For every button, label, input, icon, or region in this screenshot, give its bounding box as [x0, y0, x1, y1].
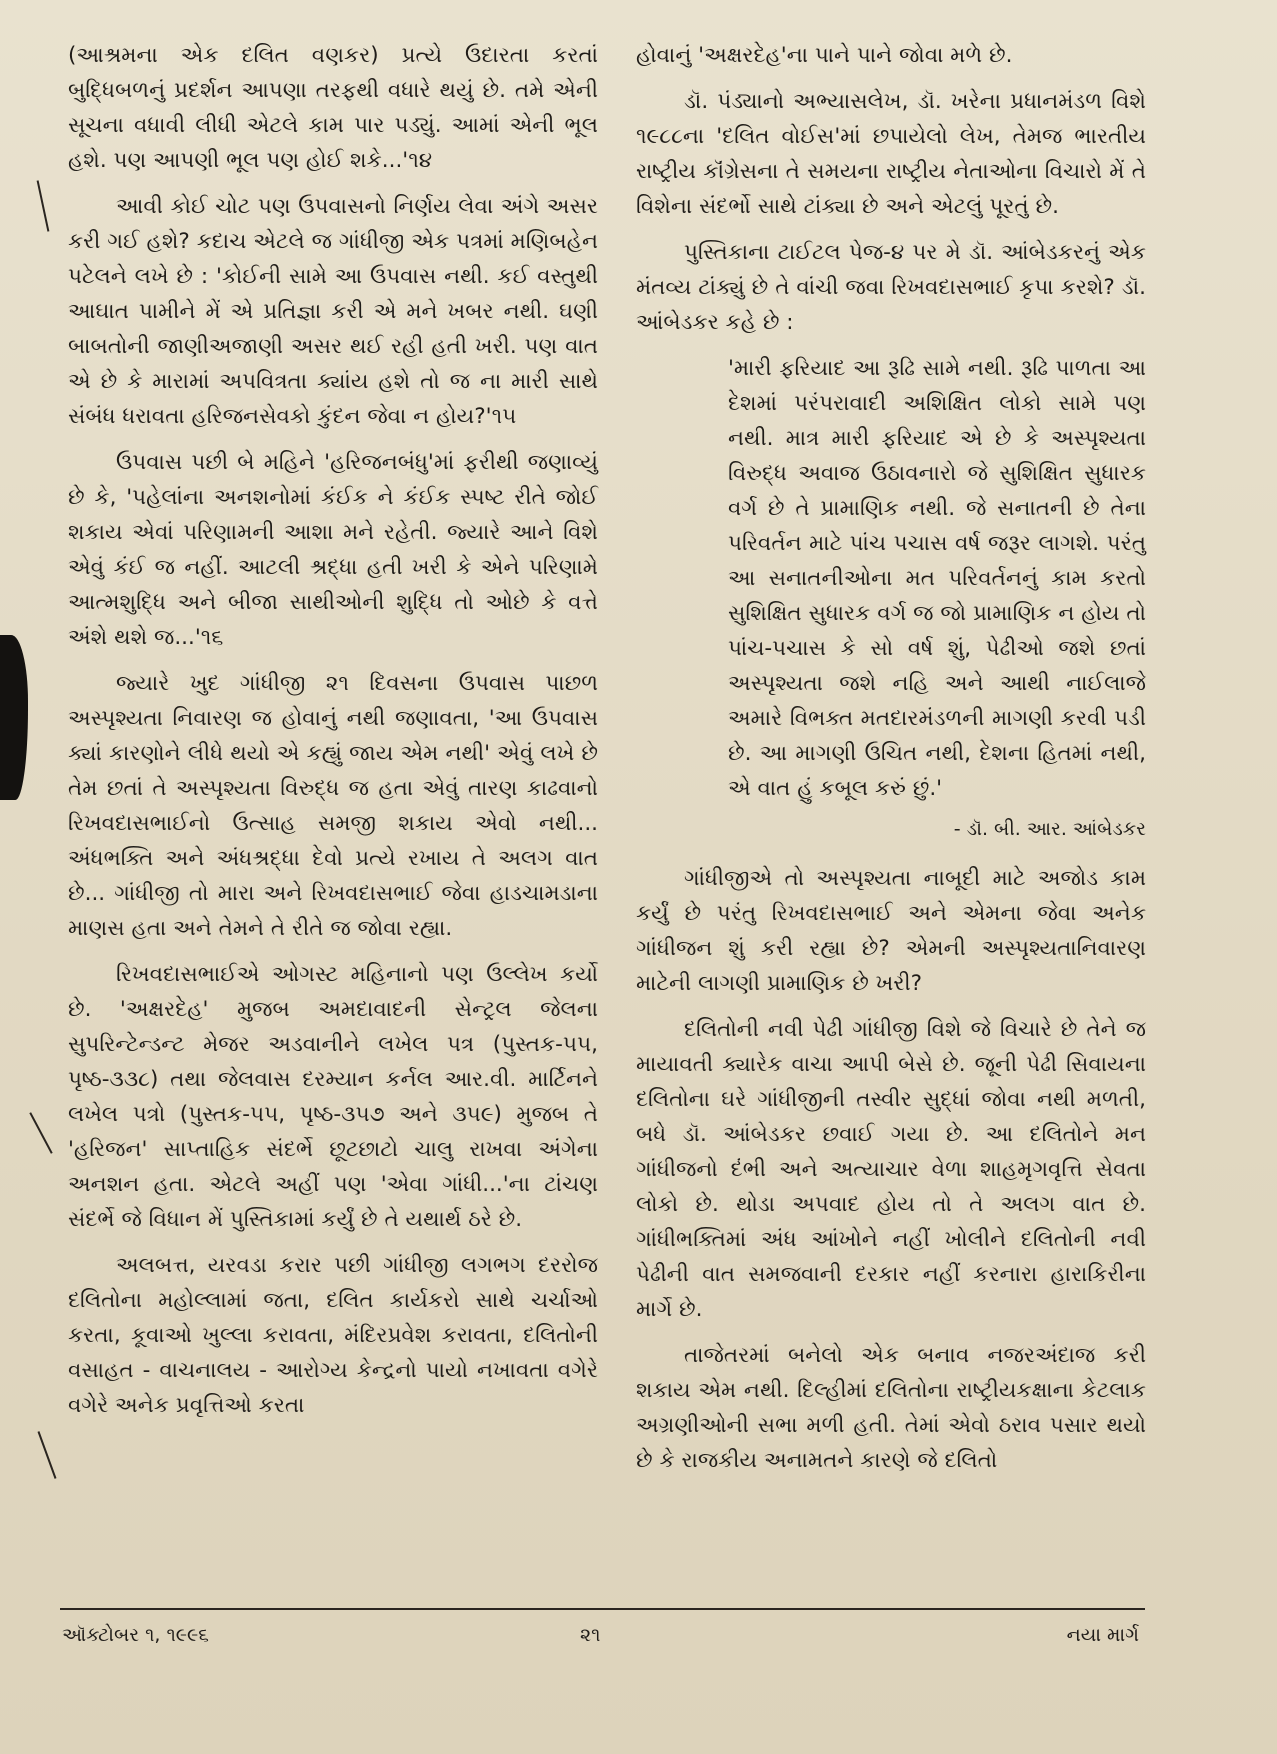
paragraph: (આશ્રમના એક દલિત વણકર) પ્રત્યે ઉદારતા કરતાં બુદ્ધિબળનું પ્રદર્શન આપણા તરફથી વધારે થયું છે. તમે એની સૂચના વધાવી લીધી એટલે કામ પાર પડ્યું. આમાં એની ભૂલ હશે. પણ આપણી ભૂલ પણ હોઈ શકે...'૧૪ [68, 43, 598, 173]
margin-pencil-mark [29, 1112, 52, 1154]
torn-page-edge [0, 635, 28, 800]
paragraph: રિખવદાસભાઈએ ઓગસ્ટ મહિનાનો પણ ઉલ્લેખ કર્યો છે. 'અક્ષરદેહ' મુજબ અમદાવાદની સેન્ટ્રલ જેલના સુપરિન્ટેન્ડન્ટ મેજર અડવાનીને લખેલ પત્ર (પુસ્તક-૫૫, પૃષ્ઠ-૩૩૮) તથા જેલવાસ દરમ્યાન કર્નલ આર.વી. માર્ટિનને લખેલ પત્રો (પુસ્તક-૫૫, પૃષ્ઠ-૩૫૭ અને ૩૫૯) મુજબ તે 'હરિજન' સાપ્તાહિક સંદર્ભે છૂટછાટો ચાલુ રાખવા અંગેના અનશન હતા. એટલે અહીં પણ 'એવા ગાંધી...'ના ટાંચણ સંદર્ભે જે વિધાન મેં પુસ્તિકામાં કર્યું છે તે યથાર્થ ઠરે છે. [68, 962, 598, 1232]
paragraph: જ્યારે ખુદ ગાંધીજી ૨૧ દિવસના ઉપવાસ પાછળ અસ્પૃશ્યતા નિવારણ જ હોવાનું નથી જણાવતા, 'આ ઉપવાસ ક્યાં કારણોને લીધે થયો એ કહ્યું જાય એમ નથી' એવું લખે છે તેમ છતાં તે અસ્પૃશ્યતા વિરુદ્ધ જ હતા એવું તારણ કાઢવાનો રિખવદાસભાઈનો ઉત્સાહ સમજી શકાય એવો નથી... અંધભક્તિ અને અંધશ્રદ્ધા દેવો પ્રત્યે રખાય તે અલગ વાત છે... ગાંધીજી તો મારા અને રિખવદાસભાઈ જેવા હાડચામડાના માણસ હતા અને તેમને તે રીતે જ જોવા રહ્યા. [68, 671, 598, 941]
paragraph: દલિતોની નવી પેઢી ગાંધીજી વિશે જે વિચારે છે તેને જ માયાવતી ક્યારેક વાચા આપી બેસે છે. જૂની પેઢી સિવાયના દલિતોના ઘરે ગાંધીજીની તસ્વીર સુદ્ધાં જોવા નથી મળતી, બધે ડૉ. આંબેડકર છવાઈ ગયા છે. આ દલિતોને મન ગાંધીજનો દંભી અને અત્યાચાર વેળા શાહમૃગવૃત્તિ સેવતા લોકો છે. થોડા અપવાદ હોય તો તે અલગ વાત છે. ગાંધીભક્તિમાં અંધ આંખોને નહીં ખોલીને દલિતોની નવી પેઢીની વાત સમજવાની દરકાર નહીં કરનારા હારાકિરીના માર્ગે છે. [636, 1017, 1146, 1322]
paragraph: ગાંધીજીએ તો અસ્પૃશ્યતા નાબૂદી માટે અજોડ કામ કર્યું છે પરંતુ રિખવદાસભાઈ અને એમના જેવા અનેક ગાંધીજન શું કરી રહ્યા છે? એમની અસ્પૃશ્યતાનિવારણ માટેની લાગણી પ્રામાણિક છે ખરી? [636, 866, 1146, 996]
paragraph: ડૉ. પંડ્યાનો અભ્યાસલેખ, ડૉ. ખરેના પ્રધાનમંડળ વિશે ૧૯૮૮ના 'દલિત વોઈસ'માં છપાયેલો લેખ, તેમજ ભારતીય રાષ્ટ્રીય કૉંગ્રેસના તે સમયના રાષ્ટ્રીય નેતાઓના વિચારો મેં તે વિશેના સંદર્ભો સાથે ટાંક્યા છે અને એટલું પૂરતું છે. [636, 89, 1146, 219]
margin-pencil-mark [38, 1431, 57, 1479]
right-column [636, 38, 1146, 1489]
left-column [68, 38, 598, 1434]
paragraph: પુસ્તિકાના ટાઈટલ પેજ-૪ પર મે ડૉ. આંબેડકરનું એક મંતવ્ય ટાંક્યું છે તે વાંચી જવા રિખવદાસભાઈ કૃપા કરશે? ડૉ. આંબેડકર કહે છે : [636, 240, 1146, 335]
issue-date: ઑક્ટોબર ૧, ૧૯૯૬ [62, 1624, 209, 1646]
margin-pencil-mark [37, 180, 50, 231]
paragraph: તાજેતરમાં બનેલો એક બનાવ નજરઅંદાજ કરી શકાય એમ નથી. દિલ્હીમાં દલિતોના રાષ્ટ્રીયકક્ષાના કેટલાક અગ્રણીઓની સભા મળી હતી. તેમાં એવો ઠરાવ પસાર થયો છે કે રાજકીય અનામતને કારણે જે દલિતો [636, 1343, 1146, 1473]
paragraph: અલબત્ત, યરવડા કરાર પછી ગાંધીજી લગભગ દરરોજ દલિતોના મહોલ્લામાં જતા, દલિત કાર્યકરો સાથે ચર્ચાઓ કરતા, કૂવાઓ ખુલ્લા કરાવતા, મંદિરપ્રવેશ કરાવતા, દલિતોની વસાહત - વાચનાલય - આરોગ્ય કેન્દ્રનો પાયો નખાવતા વગેરે વગેરે અનેક પ્રવૃત્તિઓ કરતા [68, 1253, 598, 1418]
quote-attribution: - ડૉ. બી. આર. આંબેડકર [953, 818, 1146, 840]
paragraph: ઉપવાસ પછી બે મહિને 'હરિજનબંધુ'માં ફરીથી જણાવ્યું છે કે, 'પહેલાંના અનશનોમાં કંઈક ને કંઈક સ્પષ્ટ રીતે જોઈ શકાય એવાં પરિણામની આશા મને રહેતી. જ્યારે આને વિશે એવું કંઈ જ નહીં. આટલી શ્રદ્ધા હતી ખરી કે એને પરિણામે આત્મશુદ્ધિ અને બીજા સાથીઓની શુદ્ધિ તો ઓછે કે વત્તે અંશે થશે જ...'૧૬ [68, 450, 598, 650]
page-number: ૨૧ [580, 1624, 601, 1646]
publication-name: નયા માર્ગ [1066, 1624, 1139, 1646]
block-quote: 'મારી ફરિયાદ આ રૂઢિ સામે નથી. રૂઢિ પાળતા આ દેશમાં પરંપરાવાદી અશિક્ષિત લોકો સામે પણ નથી. માત્ર મારી ફરિયાદ એ છે કે અસ્પૃશ્યતા વિરુદ્ધ અવાજ ઉઠાવનારો જે સુશિક્ષિત સુધારક વર્ગ છે તે પ્રામાણિક નથી. જે સનાતની છે તેના પરિવર્તન માટે પાંચ પચાસ વર્ષ જરૂર લાગશે. પરંતુ આ સનાતનીઓના મત પરિવર્તનનું કામ કરતો સુશિક્ષિત સુધારક વર્ગ જ જો પ્રામાણિક ન હોય તો પાંચ-પચાસ કે સો વર્ષ શું, પેઢીઓ જશે છતાં અસ્પૃશ્યતા જશે નહિ અને આથી નાઈલાજે અમારે વિભક્ત મતદારમંડળની માગણી કરવી પડી છે. આ માગણી ઉચિત નથી, દેશના હિતમાં નથી, એ વાત હું કબૂલ કરું છું.' [728, 356, 1146, 801]
page-footer [60, 1608, 1145, 1646]
paragraph: આવી કોઈ ચોટ પણ ઉપવાસનો નિર્ણય લેવા અંગે અસર કરી ગઈ હશે? કદાચ એટલે જ ગાંધીજી એક પત્રમાં મણિબહેન પટેલને લખે છે : 'કોઈની સામે આ ઉપવાસ નથી. કઈ વસ્તુથી આઘાત પામીને મેં એ પ્રતિજ્ઞા કરી એ મને ખબર નથી. ઘણી બાબતોની જાણીઅજાણી અસર થઈ રહી હતી ખરી. પણ વાત એ છે કે મારામાં અપવિત્રતા ક્યાંય હશે તો જ ના મારી સાથે સંબંધ ધરાવતા હરિજનસેવકો કુંદન જેવા ન હોય?'૧૫ [68, 194, 598, 429]
paragraph: હોવાનું 'અક્ષરદેહ'ના પાને પાને જોવા મળે છે. [636, 43, 1013, 68]
